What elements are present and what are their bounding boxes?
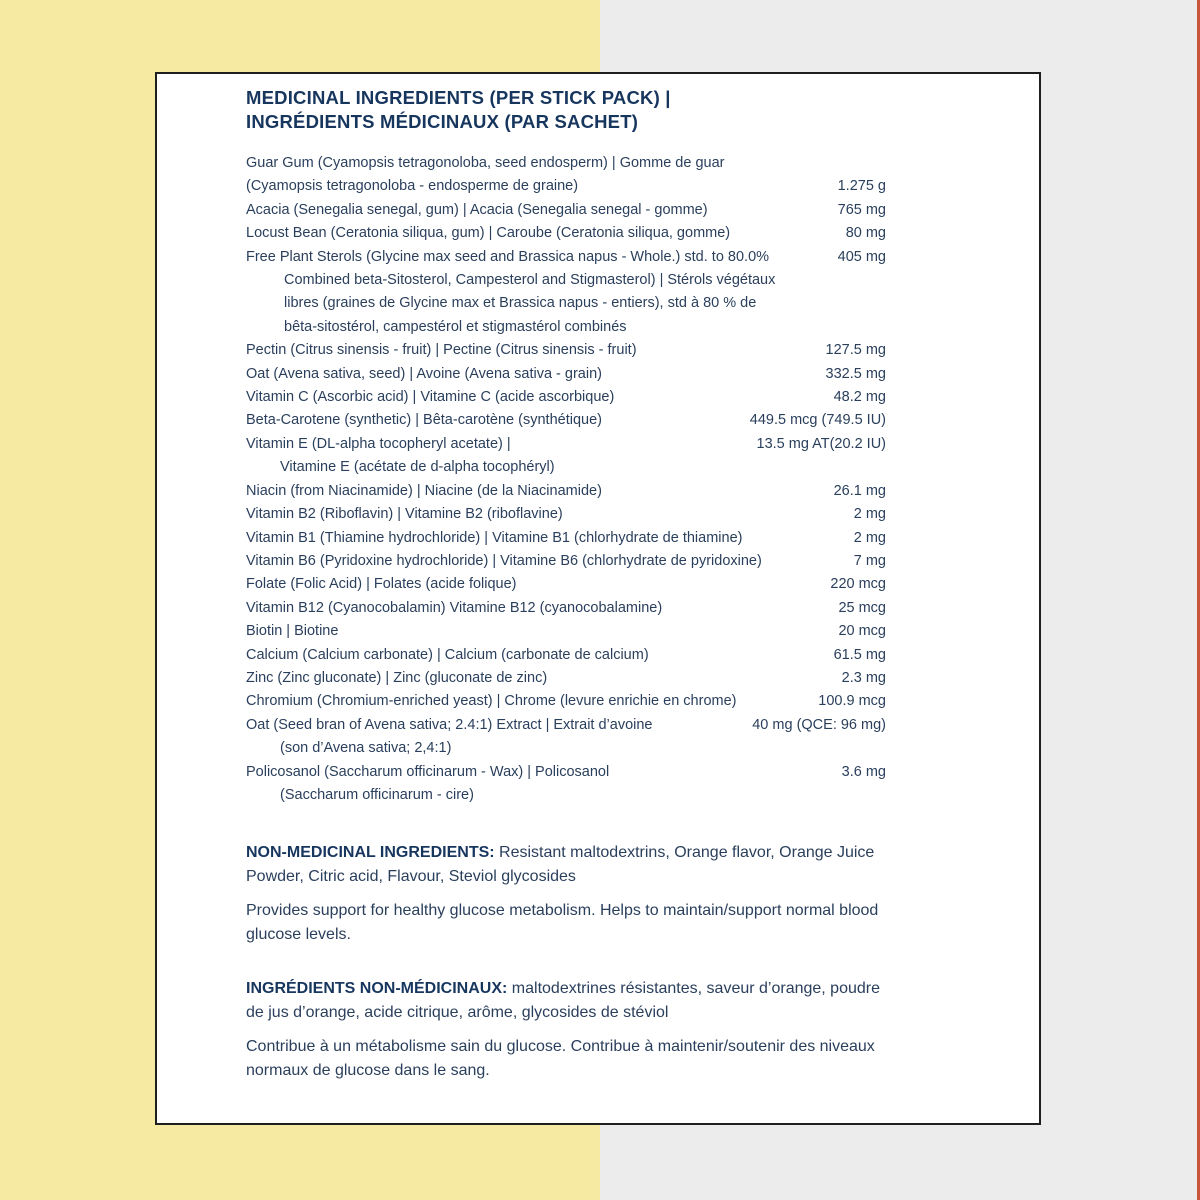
ingredient-folate-name: Folate (Folic Acid) | Folates (acide folique) — [246, 576, 517, 593]
heading-line-fr: INGRÉDIENTS MÉDICINAUX (PAR SACHET) — [246, 111, 639, 132]
ingredient-chromium-amount: 100.9 mcg — [818, 693, 886, 710]
ingredient-row-folate — [246, 573, 886, 596]
ingredient-guar-line2: (Cyamopsis tetragonoloba - endosperme de graine) — [246, 178, 579, 195]
ingredient-vitamin-e-line2: Vitamine E (acétate de d-alpha tocophéryl) — [280, 459, 555, 476]
ingredient-locust-amount: 80 mg — [845, 225, 886, 242]
ingredient-table — [246, 152, 886, 807]
ingredient-zinc-amount: 2.3 mg — [841, 669, 886, 686]
ingredient-sterols-amount: 405 mg — [837, 248, 886, 265]
ingredient-acacia-amount: 765 mg — [837, 201, 886, 218]
ingredient-row-oat — [246, 363, 886, 386]
ingredient-row-beta-carotene — [246, 409, 886, 432]
ingredient-calcium-name: Calcium (Calcium carbonate) | Calcium (carbonate de calcium) — [246, 646, 649, 663]
ingredient-vitamin-b1-name: Vitamin B1 (Thiamine hydrochloride) | Vitamine B1 (chlorhydrate de thiamine) — [246, 529, 743, 546]
ingredient-zinc-name: Zinc (Zinc gluconate) | Zinc (gluconate de zinc) — [246, 669, 548, 686]
claim-en: Provides support for healthy glucose metabolism. Helps to maintain/support normal blood glucose levels. — [246, 902, 879, 944]
ingredient-chromium-name: Chromium (Chromium-enriched yeast) | Chrome (levure enrichie en chrome) — [246, 693, 737, 710]
ingredient-vitamin-b2-name: Vitamin B2 (Riboflavin) | Vitamine B2 (riboflavine) — [246, 506, 563, 523]
ingredient-guar-line1: Guar Gum (Cyamopsis tetragonoloba, seed endosperm) | Gomme de guar — [246, 155, 725, 171]
ingredient-row-acacia — [246, 199, 886, 222]
ingredient-vitamin-e-line1: Vitamin E (DL-alpha tocopheryl acetate) | — [246, 435, 511, 452]
non-medicinal-en-text: Resistant maltodextrins, Orange flavor, Orange Juice Powder, Citric acid, Flavour, Steviol glycosides — [246, 844, 875, 886]
ingredient-guar-amount: 1.275 g — [837, 178, 886, 195]
ingredient-locust-name: Locust Bean (Ceratonia siliqua, gum) | Caroube (Ceratonia siliqua, gomme) — [246, 225, 731, 242]
ingredient-vitamin-b2-amount: 2 mg — [853, 506, 886, 523]
ingredient-oat-name: Oat (Avena sativa, seed) | Avoine (Avena sativa - grain) — [246, 365, 602, 382]
ingredient-row-vitamin-c — [246, 386, 886, 409]
ingredient-row-vitamin-b2 — [246, 503, 886, 526]
ingredient-policosanol-line1: Policosanol (Saccharum officinarum - Wax) | Policosanol — [246, 763, 610, 780]
ingredient-sterols-line3: libres (graines de Glycine max et Brassica napus - entiers), std à 80 % de — [284, 295, 757, 312]
ingredient-beta-carotene-name: Beta-Carotene (synthetic) | Bêta-carotène (synthétique) — [246, 412, 602, 429]
ingredient-calcium-amount: 61.5 mg — [833, 646, 886, 663]
ingredient-row-locust — [246, 222, 886, 245]
ingredient-biotin-name: Biotin | Biotine — [246, 623, 339, 640]
ingredient-vitamin-b6-amount: 7 mg — [853, 552, 886, 569]
ingredient-vitamin-e-amount: 13.5 mg AT(20.2 IU) — [756, 435, 886, 452]
medicinal-heading — [246, 86, 886, 134]
ingredient-row-oat-extract — [246, 714, 886, 737]
ingredient-policosanol-amount: 3.6 mg — [841, 763, 886, 780]
ingredient-sterols-line4: bêta-sitostérol, campestérol et stigmastérol combinés — [284, 318, 627, 335]
ingredient-acacia-name: Acacia (Senegalia senegal, gum) | Acacia (Senegalia senegal - gomme) — [246, 201, 708, 218]
ingredient-pectin-amount: 127.5 mg — [825, 342, 886, 359]
ingredient-oat-extract-amount: 40 mg (QCE: 96 mg) — [752, 716, 886, 733]
heading-line-en: MEDICINAL INGREDIENTS (PER STICK PACK) | — [246, 87, 671, 108]
ingredient-oat-amount: 332.5 mg — [825, 365, 886, 382]
ingredient-row-guar — [246, 175, 886, 198]
ingredient-row-niacin — [246, 480, 886, 503]
ingredient-beta-carotene-amount: 449.5 mcg (749.5 IU) — [749, 412, 886, 429]
ingredient-biotin-amount: 20 mcg — [838, 623, 886, 640]
ingredient-row-vitamin-b6 — [246, 550, 886, 573]
ingredient-row-biotin — [246, 620, 886, 643]
ingredient-oat-extract-line1: Oat (Seed bran of Avena sativa; 2.4:1) Extract | Extrait d’avoine — [246, 716, 653, 733]
ingredient-sterols-line1: Free Plant Sterols (Glycine max seed and Brassica napus - Whole.) std. to 80.0% — [246, 248, 770, 265]
label-panel — [155, 72, 1041, 1125]
non-medicinal-fr-label: INGRÉDIENTS NON-MÉDICINAUX: — [246, 980, 508, 998]
ingredient-row-vitamin-b1 — [246, 527, 886, 550]
ingredient-row-policosanol — [246, 761, 886, 784]
ingredient-row-chromium — [246, 690, 886, 713]
non-medicinal-en-label: NON-MEDICINAL INGREDIENTS: — [246, 844, 495, 862]
ingredient-niacin-amount: 26.1 mg — [833, 482, 886, 499]
ingredient-vitamin-b12-name: Vitamin B12 (Cyanocobalamin) Vitamine B12 (cyanocobalamine) — [246, 599, 663, 616]
ingredient-sterols-line2: Combined beta-Sitosterol, Campesterol and Stigmasterol) | Stérols végétaux — [284, 272, 776, 289]
ingredient-folate-amount: 220 mcg — [830, 576, 886, 593]
ingredient-row-zinc — [246, 667, 886, 690]
ingredient-row-sterols — [246, 246, 886, 269]
ingredient-vitamin-b1-amount: 2 mg — [853, 529, 886, 546]
ingredient-vitamin-c-amount: 48.2 mg — [833, 389, 886, 406]
ingredient-policosanol-line2: (Saccharum officinarum - cire) — [280, 786, 474, 803]
non-medicinal-en — [246, 841, 886, 889]
non-medicinal-fr-text: maltodextrines résistantes, saveur d’orange, poudre de jus d’orange, acide citrique, arôme, glycosides de stéviol — [246, 980, 880, 1022]
claim-fr: Contribue à un métabolisme sain du glucose. Contribue à maintenir/soutenir des niveaux normaux de glucose dans le sang. — [246, 1038, 875, 1080]
non-medicinal-fr — [246, 977, 886, 1025]
ingredient-oat-extract-line2: (son d’Avena sativa; 2,4:1) — [280, 740, 452, 757]
ingredient-vitamin-b12-amount: 25 mcg — [838, 599, 886, 616]
ingredient-row-vitamin-e — [246, 433, 886, 456]
ingredient-pectin-name: Pectin (Citrus sinensis - fruit) | Pectine (Citrus sinensis - fruit) — [246, 342, 637, 359]
ingredient-vitamin-c-name: Vitamin C (Ascorbic acid) | Vitamine C (acide ascorbique) — [246, 389, 615, 406]
ingredient-niacin-name: Niacin (from Niacinamide) | Niacine (de la Niacinamide) — [246, 482, 602, 499]
ingredient-row-calcium — [246, 644, 886, 667]
ingredient-vitamin-b6-name: Vitamin B6 (Pyridoxine hydrochloride) | Vitamine B6 (chlorhydrate de pyridoxine) — [246, 552, 762, 569]
ingredient-row-vitamin-b12 — [246, 597, 886, 620]
ingredient-row-pectin — [246, 339, 886, 362]
label-content — [246, 86, 886, 1083]
